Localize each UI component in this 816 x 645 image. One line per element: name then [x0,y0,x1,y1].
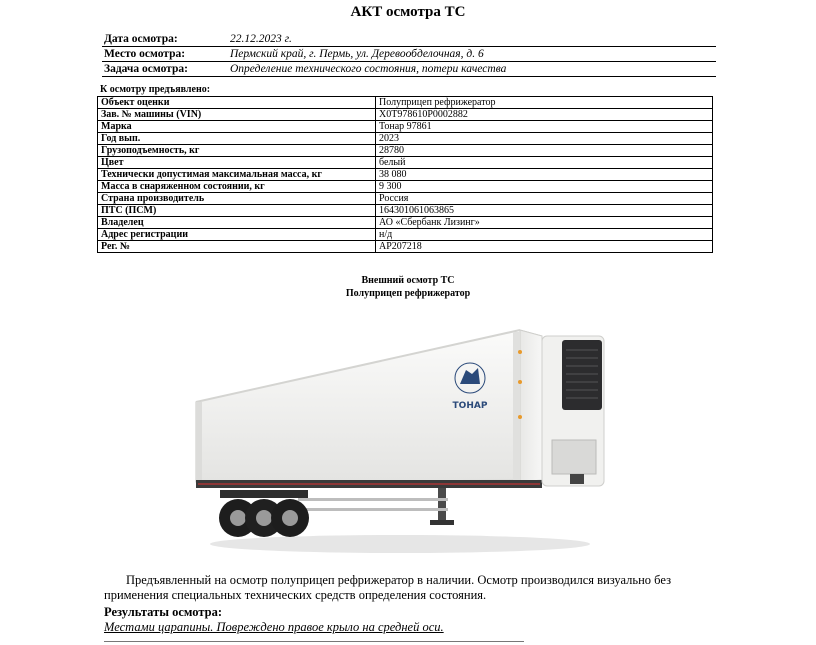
spec-key: Цвет [98,157,376,169]
table-row [98,241,713,253]
table-row [98,193,713,205]
table-row [98,145,713,157]
trailer-body [196,330,542,482]
spec-key: Год вып. [98,133,376,145]
spec-key: Владелец [98,217,376,229]
spec-value: н/д [376,229,713,241]
meta-row-date [102,32,716,47]
meta-value: Определение технического состояния, потери качества [230,63,507,75]
meta-label: Дата осмотра: [104,33,178,45]
spec-value: 2023 [376,133,713,145]
spec-value: 9 300 [376,181,713,193]
trailer-photo [190,322,620,562]
inspection-subject: Полуприцеп рефрижератор [345,288,471,299]
spec-key: ПТС (ПСМ) [98,205,376,217]
meta-row-task [102,62,716,77]
spec-key: Объект оценки [98,97,376,109]
spec-value: АО «Сбербанк Лизинг» [376,217,713,229]
spec-value: АР207218 [376,241,713,253]
table-row [98,133,713,145]
spec-key: Рег. № [98,241,376,253]
table-row [98,121,713,133]
spec-key: Зав. № машины (VIN) [98,109,376,121]
table-row [98,181,713,193]
presented-label: К осмотру предъявлено: [100,84,211,95]
logo-text: ТОНАР [452,401,488,411]
results-text: Местами царапины. Повреждено правое крыло на средней оси. [104,620,444,634]
spec-value: 164301061063865 [376,205,713,217]
spec-value: 28780 [376,145,713,157]
table-row [98,157,713,169]
meta-value: Пермский край, г. Пермь, ул. Деревообделочная, д. 6 [230,48,484,60]
inspection-heading: Внешний осмотр ТС [361,275,455,286]
spec-value: Полуприцеп рефрижератор [376,97,713,109]
spec-value: Тонар 97861 [376,121,713,133]
meta-value: 22.12.2023 г. [230,33,292,45]
spec-key: Марка [98,121,376,133]
vehicle-spec-table [97,96,713,253]
spec-value: 38 080 [376,169,713,181]
spec-key: Технически допустимая максимальная масса, кг [98,169,376,181]
table-row [98,169,713,181]
spec-value: Россия [376,193,713,205]
meta-label: Место осмотра: [104,48,186,60]
table-row [98,109,713,121]
inspection-paragraph: Предъявленный на осмотр полуприцеп рефрижератор в наличии. Осмотр производился визуально без применения специальных технических средств определения состояния. [104,573,672,602]
spec-value: X0T978610P0002882 [376,109,713,121]
wheels [219,499,309,537]
side-guard [298,498,448,501]
results-heading: Результаты осмотра: [104,605,222,619]
spec-value: белый [376,157,713,169]
page-bottom-divider [104,641,524,642]
meta-label: Задача осмотра: [104,63,188,75]
landing-gear [438,488,446,522]
ground-shadow [210,535,590,553]
spec-key: Грузоподъемность, кг [98,145,376,157]
trailer-front [520,330,542,482]
spec-key: Страна производитель [98,193,376,205]
spec-key: Адрес регистрации [98,229,376,241]
meta-row-place [102,47,716,62]
document-title: АКТ осмотра ТС [350,4,466,20]
table-row [98,217,713,229]
table-row [98,205,713,217]
spec-key: Масса в снаряженном состоянии, кг [98,181,376,193]
table-row [98,229,713,241]
table-row [98,97,713,109]
